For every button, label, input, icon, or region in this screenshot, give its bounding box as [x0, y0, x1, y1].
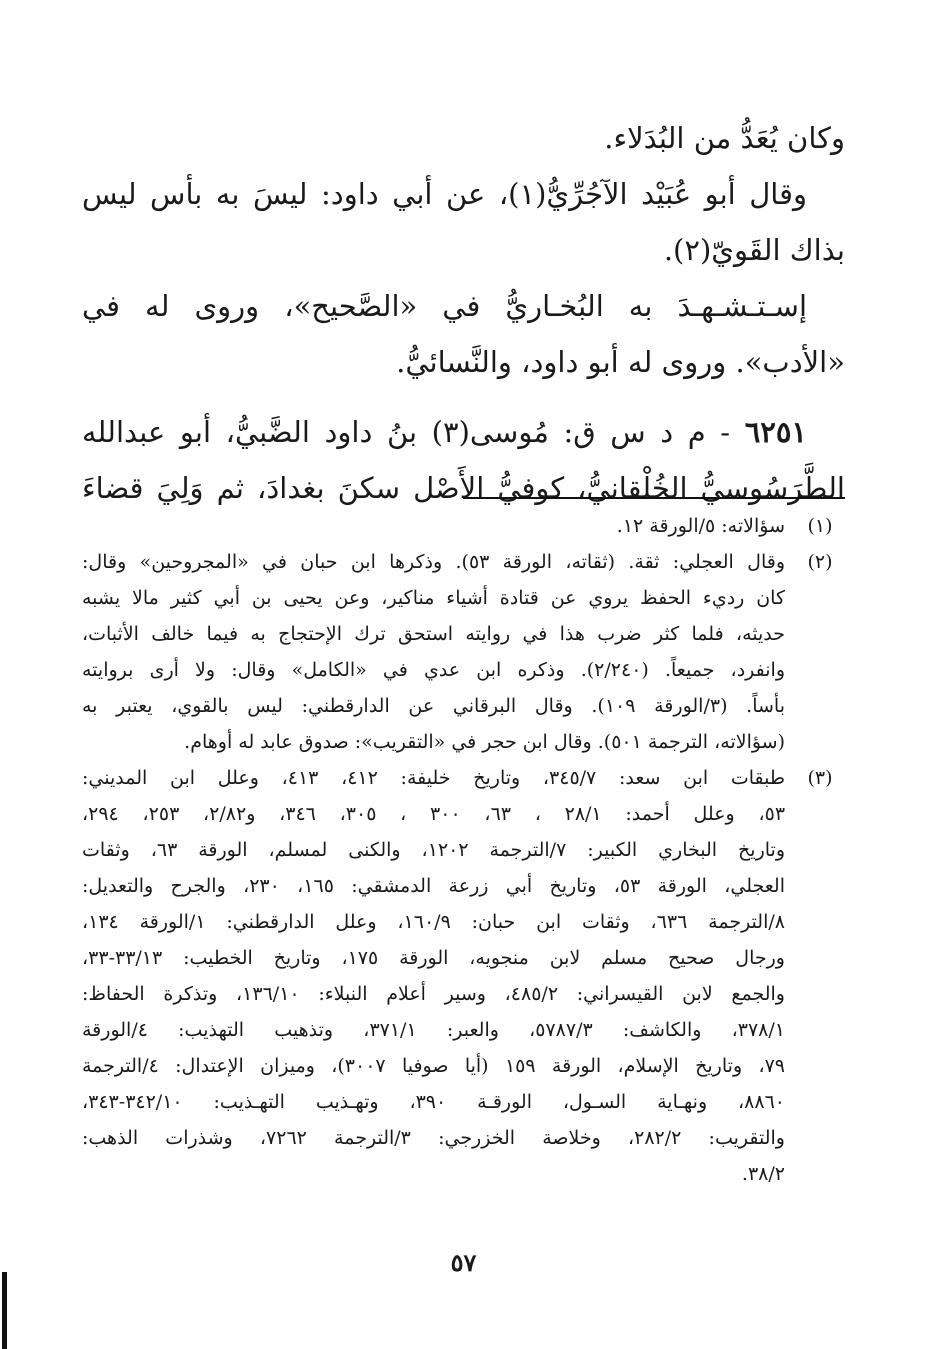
- footnote-line: (سؤالاته، الترجمة ٥٠١). وقال ابن حجر في «التقريب»: صدوق عابد له أوهام.: [184, 731, 785, 753]
- footnote-line: ٨/الترجمة ٦٣٦، وثقات ابن حبان: ١٦٠/٩، وعلل الدارقطني: ١/الورقة ١٣٤،: [82, 911, 785, 933]
- entry-number: ٦٢٥١: [744, 415, 807, 449]
- footnotes: [82, 508, 845, 1192]
- footnote-line: ورجال صحيح مسلم لابن منجويه، الورقة ١٧٥، وتاريخ الخطيب: ٣٣/١٣-٣٣،: [82, 947, 785, 969]
- main-line: بذاك القَويّ(٢).: [663, 233, 845, 267]
- main-line: «الأدب». وروى له أبو داود، والنَّسائيُّ.: [396, 345, 845, 379]
- main-line: وقال أبو عُبَيْد الآجُرِّيُّ(١)، عن أبي داود: ليسَ به بأس ليس: [82, 177, 807, 211]
- main-text: [82, 110, 845, 516]
- main-line: وكان يُعَدُّ من البُدَلاء.: [604, 121, 845, 155]
- footnote-line: ٣٧٨/١، والكاشف: ٥٧٨٧/٣، والعبر: ٣٧١/١، وتذهيب التهذيب: ٤/الورقة: [82, 1019, 785, 1041]
- footnote-line: بأساً. (٣/الورقة ١٠٩). وقال البرقاني عن الدارقطني: ليس بالقوي، يعتبر به: [82, 695, 785, 717]
- entry-heading: [82, 404, 845, 460]
- entry-symbols: - م د س ق:: [563, 415, 731, 449]
- footnote-2: [82, 544, 845, 760]
- footnote-line: وتاريخ البخاري الكبير: ٧/الترجمة ١٢٠٢، والكنى لمسلم، الورقة ٦٣، وثقات: [82, 839, 785, 861]
- page-number: ٥٧: [450, 1248, 477, 1277]
- footnote-line: العجلي، الورقة ٥٣، وتاريخ أبي زرعة الدمشقي: ١٦٥، ٢٣٠، والجرح والتعديل:: [82, 875, 785, 897]
- footnote-line: ٨٨٦٠، ونهـاية السـول، الورقـة ٣٩٠، وتهـذيب التهـذيب: ٣٤٢/١٠-٣٤٣،: [82, 1091, 785, 1113]
- footnote-line: وانفرد، جميعاً. (٢/٢٤٠). وذكره ابن عدي في «الكامل» وقال: ولا أرى بروايته: [82, 659, 785, 681]
- main-line: إسـتـشـهـدَ به البُخـاريُّ في «الصَّحيح»، وروى له في: [82, 289, 807, 323]
- entry-second-line: الطَّرَسُوسيُّ الخُلْقانيُّ، كوفيُّ الأَصْل سكنَ بغدادَ، ثم وَلِيَ قضاءَ: [82, 471, 845, 505]
- entry-first-line: مُوسى(٣) بنُ داود الضَّبيُّ، أبو عبدالله: [82, 415, 549, 449]
- footnote-line: سؤالاته: ٥/الورقة ١٢.: [616, 515, 785, 537]
- footnote-divider: [463, 497, 845, 499]
- footnote-marker: (٢): [807, 551, 833, 573]
- footnote-line: حديثه، فلما كثر ضرب هذا في روايته استحق ترك الإحتجاج به فيما خالف الأثبات،: [82, 623, 785, 645]
- footnote-marker: (٣): [807, 767, 833, 789]
- footnote-line: ٥٣، وعلل أحمد: ٢٨/١ ، ٦٣، ٣٠٠ ، ٣٠٥، ٣٤٦، و٢/٨٢، ٢٥٣، ٢٩٤،: [82, 803, 785, 825]
- footnote-line: وقال العجلي: ثقة. (ثقاته، الورقة ٥٣). وذكرها ابن حبان في «المجروحين» وقال:: [82, 551, 785, 573]
- footnote-line: والتقريب: ٢٨٢/٢، وخلاصة الخزرجي: ٣/الترجمة ٧٢٦٢، وشذرات الذهب:: [82, 1127, 785, 1149]
- footnote-1: [82, 508, 845, 544]
- footnote-line: طبقات ابن سعد: ٣٤٥/٧، وتاريخ خليفة: ٤١٢، ٤١٣، وعلل ابن المديني:: [82, 767, 785, 789]
- footnote-line: والجمع لابن القيسراني: ٤٨٥/٢، وسير أعلام النبلاء: ١٣٦/١٠، وتذكرة الحفاظ:: [82, 983, 785, 1005]
- footnote-line: ٣٨/٢.: [741, 1163, 785, 1185]
- footnote-line: ٧٩، وتاريخ الإسلام، الورقة ١٥٩ (أيا صوفيا ٣٠٠٧)، وميزان الإعتدال: ٤/الترجمة: [82, 1055, 785, 1077]
- footnote-marker: (١): [807, 515, 833, 537]
- footnote-line: كان رديء الحفظ يروي عن قتادة أشياء مناكير، وعن يحيى بن أبي كثير مالا يشبه: [82, 587, 785, 609]
- scan-edge-mark: [2, 1272, 7, 1349]
- footnote-3: [82, 760, 845, 1192]
